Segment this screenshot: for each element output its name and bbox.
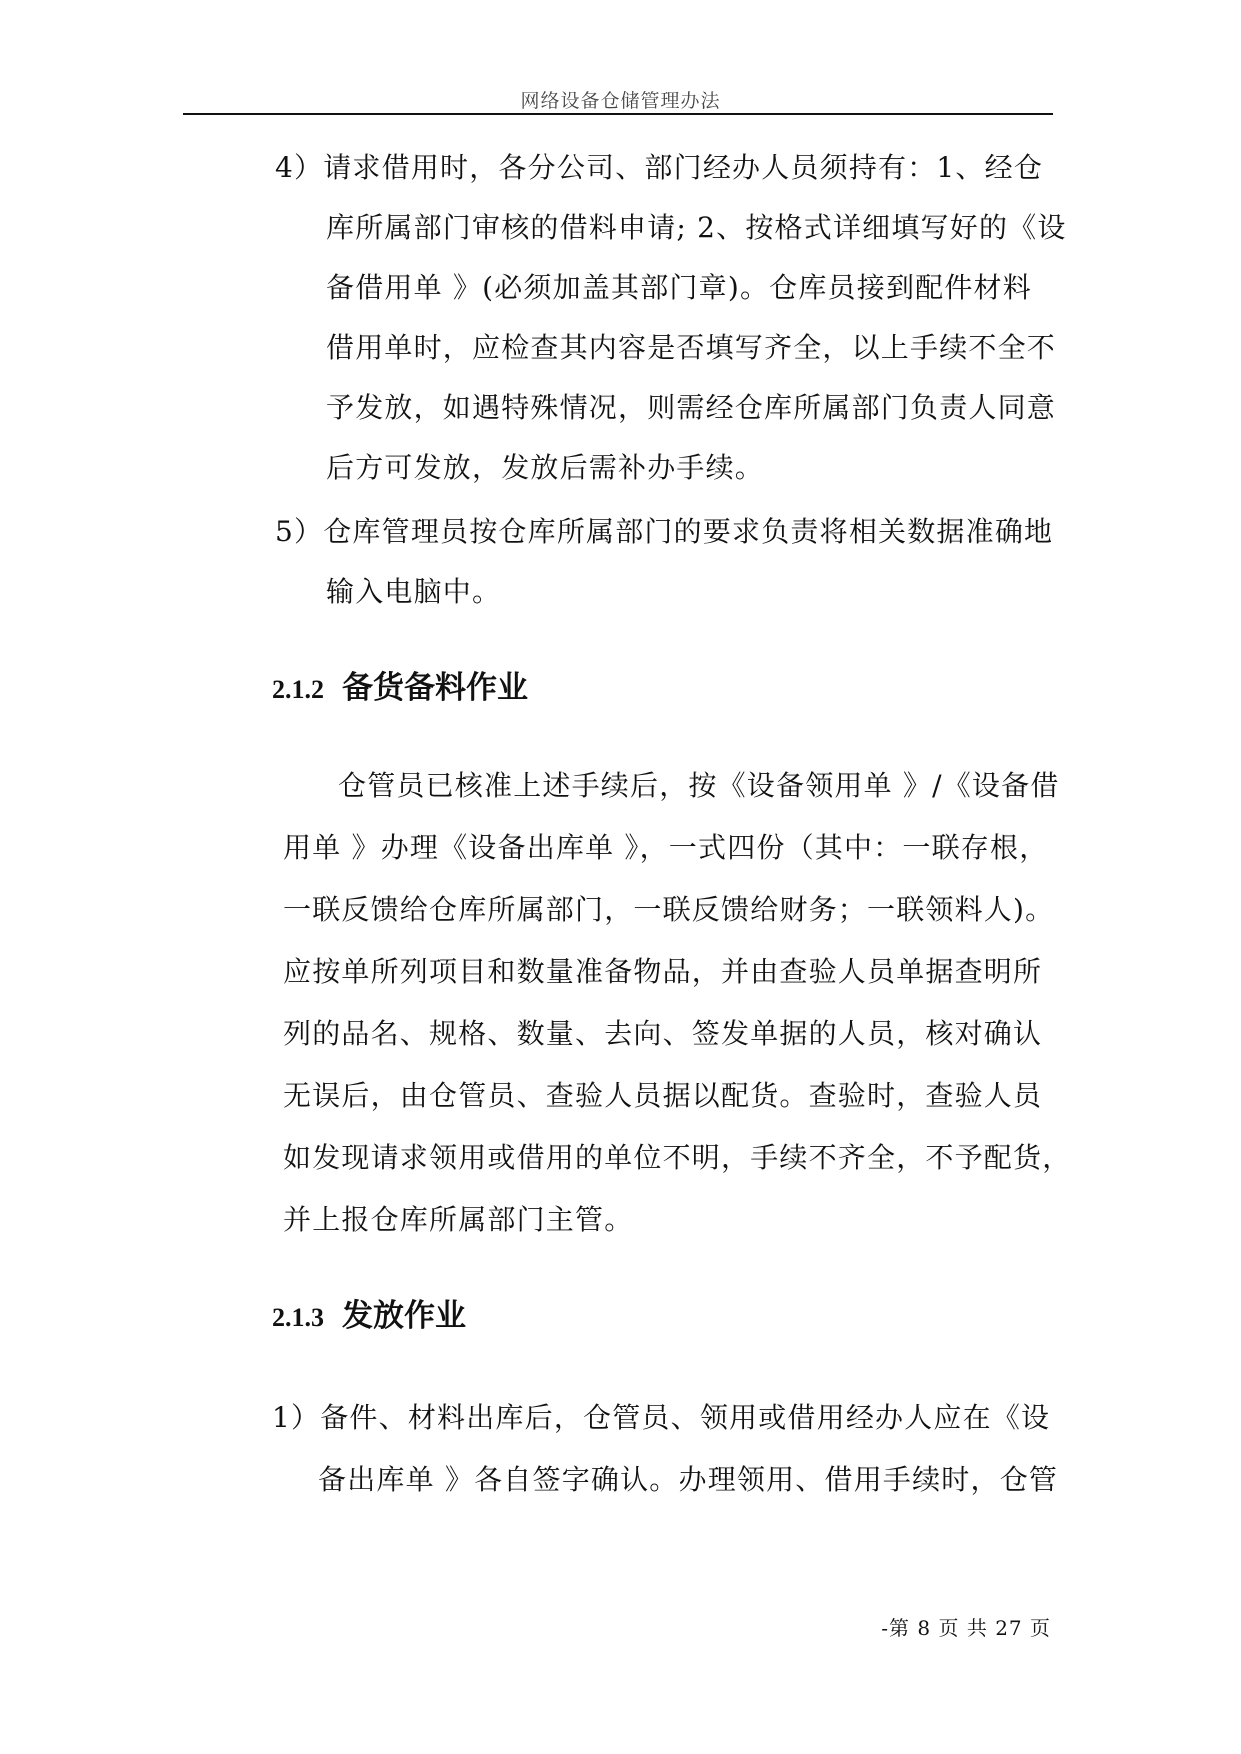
section-212-heading [272, 668, 528, 710]
item4-line-2: 库所属部门审核的借料申请; 2、按格式详细填写好的《设 [326, 211, 1067, 244]
section-212-line-7: 如发现请求领用或借用的单位不明，手续不齐全，不予配货， [283, 1141, 1072, 1174]
header-divider [183, 113, 1053, 115]
section-212-line-2: 用单 》办理《设备出库单 》，一式四份（其中：一联存根， [283, 831, 1049, 864]
section-212-line-6: 无误后，由仓管员、查验人员据以配货。查验时，查验人员 [283, 1079, 1043, 1112]
running-header-title: 网络设备仓储管理办法 [520, 90, 721, 112]
item4-line-5: 予发放，如遇特殊情况，则需经仓库所属部门负责人同意 [326, 391, 1057, 424]
section-213-heading [272, 1296, 466, 1338]
item5-line-1: 5）仓库管理员按仓库所属部门的要求负责将相关数据准确地 [275, 515, 1054, 548]
section-213-title: 发放作业 [342, 1298, 466, 1334]
item4-line-6: 后方可发放，发放后需补办手续。 [326, 451, 765, 484]
item4-line-3: 备借用单 》(必须加盖其部门章)。仓库员接到配件材料 [326, 271, 1032, 304]
page-number: -第 8 页 共 27 页 [881, 1616, 1051, 1640]
section-213-number: 2.1.3 [272, 1303, 324, 1332]
item4-line-1: 4）请求借用时，各分公司、部门经办人员须持有：1、经仓 [275, 151, 1044, 184]
section-212-number: 2.1.2 [272, 675, 324, 704]
section-212-line-5: 列的品名、规格、数量、去向、签发单据的人员，核对确认 [283, 1017, 1043, 1050]
item4-line-4: 借用单时，应检查其内容是否填写齐全，以上手续不全不 [326, 331, 1057, 364]
section-212-line-1: 仓管员已核准上述手续后，按《设备领用单 》/《设备借 [338, 769, 1060, 802]
item5-line-2: 输入电脑中。 [326, 575, 502, 608]
section-212-line-8: 并上报仓库所属部门主管。 [283, 1203, 634, 1236]
section-212-line-4: 应按单所列项目和数量准备物品，并由查验人员单据查明所 [283, 955, 1043, 988]
section-212-title: 备货备料作业 [342, 670, 528, 706]
section-212-line-3: 一联反馈给仓库所属部门，一联反馈给财务；一联领料人)。 [283, 893, 1055, 926]
section-213-line-2: 备出库单 》各自签字确认。办理领用、借用手续时，仓管 [318, 1463, 1059, 1496]
section-213-line-1: 1）备件、材料出库后，仓管员、领用或借用经办人应在《设 [272, 1401, 1051, 1434]
